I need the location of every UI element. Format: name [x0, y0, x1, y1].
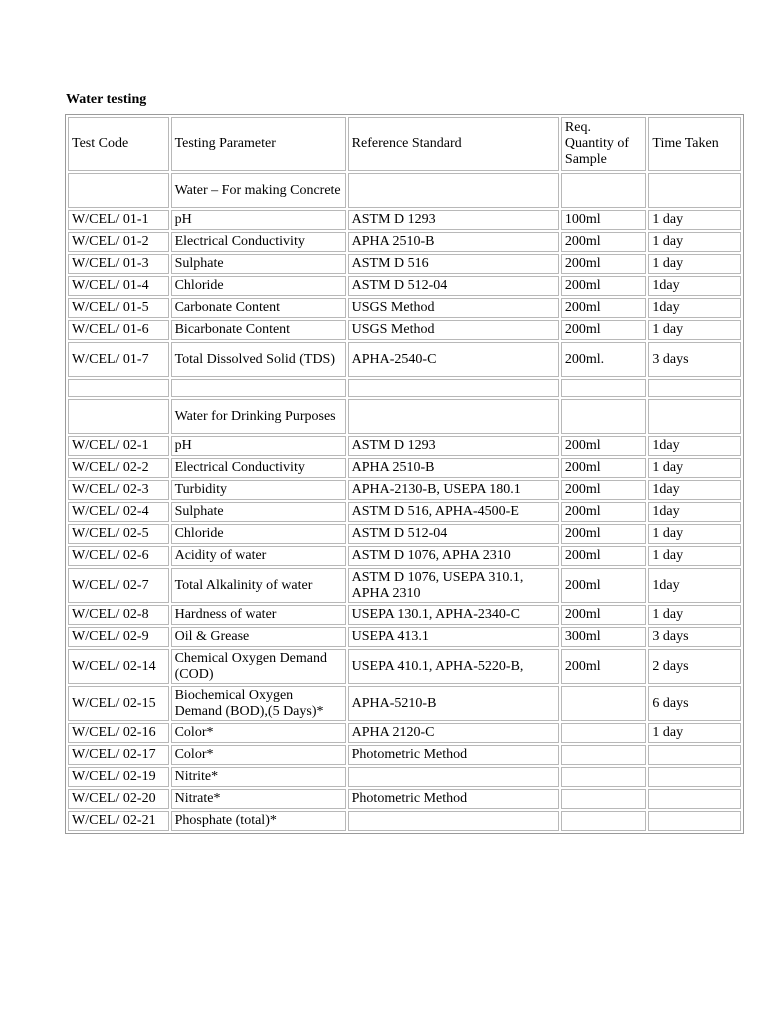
- time-taken-cell: 1 day: [648, 723, 741, 743]
- quantity-cell: 100ml: [561, 210, 647, 230]
- test-code-cell: W/CEL/ 02-14: [68, 649, 169, 684]
- testing-parameter-cell: Turbidity: [171, 480, 346, 500]
- test-code-cell: W/CEL/ 02-6: [68, 546, 169, 566]
- time-taken-cell: 1day: [648, 480, 741, 500]
- time-taken-cell: [648, 173, 741, 208]
- test-code-cell: W/CEL/ 01-4: [68, 276, 169, 296]
- reference-standard-cell: ASTM D 1293: [348, 436, 559, 456]
- table-row: [68, 480, 741, 500]
- time-taken-cell: 1 day: [648, 210, 741, 230]
- time-taken-cell: 1 day: [648, 546, 741, 566]
- testing-parameter-cell: Sulphate: [171, 254, 346, 274]
- time-taken-cell: [648, 767, 741, 787]
- time-taken-cell: 3 days: [648, 627, 741, 647]
- time-taken-cell: 1day: [648, 436, 741, 456]
- table-row: [68, 276, 741, 296]
- reference-standard-cell: [348, 379, 559, 397]
- quantity-cell: 200ml.: [561, 342, 647, 377]
- test-code-cell: W/CEL/ 02-20: [68, 789, 169, 809]
- page-title: Water testing: [66, 92, 147, 107]
- reference-standard-cell: [348, 399, 559, 434]
- testing-parameter-cell: Acidity of water: [171, 546, 346, 566]
- time-taken-cell: 1 day: [648, 458, 741, 478]
- table-row: [68, 789, 741, 809]
- table-row: [68, 436, 741, 456]
- reference-standard-cell: APHA-2540-C: [348, 342, 559, 377]
- time-taken-cell: [648, 379, 741, 397]
- table-row: [68, 723, 741, 743]
- test-code-cell: W/CEL/ 02-19: [68, 767, 169, 787]
- time-taken-cell: [648, 811, 741, 831]
- quantity-cell: [561, 379, 647, 397]
- reference-standard-cell: Photometric Method: [348, 745, 559, 765]
- quantity-cell: [561, 686, 647, 721]
- table-row: [68, 627, 741, 647]
- time-taken-cell: 1 day: [648, 524, 741, 544]
- quantity-cell: 200ml: [561, 605, 647, 625]
- testing-parameter-cell: Water for Drinking Purposes: [171, 399, 346, 434]
- quantity-cell: 200ml: [561, 436, 647, 456]
- reference-standard-cell: ASTM D 516: [348, 254, 559, 274]
- testing-parameter-cell: Carbonate Content: [171, 298, 346, 318]
- quantity-cell: 200ml: [561, 568, 647, 603]
- time-taken-cell: 6 days: [648, 686, 741, 721]
- table-row: [68, 320, 741, 340]
- testing-parameter-cell: Hardness of water: [171, 605, 346, 625]
- testing-parameter-cell: pH: [171, 436, 346, 456]
- quantity-cell: [561, 399, 647, 434]
- column-header-reference-standard: Reference Standard: [348, 117, 559, 171]
- testing-parameter-cell: Nitrite*: [171, 767, 346, 787]
- reference-standard-cell: [348, 767, 559, 787]
- testing-parameter-cell: Total Dissolved Solid (TDS): [171, 342, 346, 377]
- quantity-cell: 200ml: [561, 546, 647, 566]
- test-code-cell: [68, 399, 169, 434]
- time-taken-cell: 1day: [648, 276, 741, 296]
- quantity-cell: 200ml: [561, 524, 647, 544]
- table-row: [68, 811, 741, 831]
- time-taken-cell: [648, 745, 741, 765]
- test-code-cell: W/CEL/ 01-2: [68, 232, 169, 252]
- time-taken-cell: 1day: [648, 502, 741, 522]
- table-row: [68, 232, 741, 252]
- time-taken-cell: 1 day: [648, 320, 741, 340]
- reference-standard-cell: ASTM D 512-04: [348, 276, 559, 296]
- table-row: [68, 379, 741, 397]
- table-header-row: [68, 117, 741, 171]
- water-testing-table: [65, 114, 744, 834]
- test-code-cell: W/CEL/ 02-21: [68, 811, 169, 831]
- testing-parameter-cell: Electrical Conductivity: [171, 232, 346, 252]
- testing-parameter-cell: Water – For making Concrete: [171, 173, 346, 208]
- testing-parameter-cell: Chloride: [171, 276, 346, 296]
- table-row: [68, 546, 741, 566]
- quantity-cell: [561, 811, 647, 831]
- test-code-cell: W/CEL/ 02-16: [68, 723, 169, 743]
- testing-parameter-cell: Biochemical Oxygen Demand (BOD),(5 Days)*: [171, 686, 346, 721]
- quantity-cell: 200ml: [561, 649, 647, 684]
- testing-parameter-cell: Sulphate: [171, 502, 346, 522]
- quantity-cell: [561, 789, 647, 809]
- test-code-cell: W/CEL/ 02-7: [68, 568, 169, 603]
- test-code-cell: W/CEL/ 02-4: [68, 502, 169, 522]
- testing-parameter-cell: Phosphate (total)*: [171, 811, 346, 831]
- quantity-cell: 200ml: [561, 320, 647, 340]
- test-code-cell: W/CEL/ 02-3: [68, 480, 169, 500]
- table-body: [68, 117, 741, 831]
- table-row: [68, 254, 741, 274]
- table-row: [68, 458, 741, 478]
- reference-standard-cell: [348, 173, 559, 208]
- test-code-cell: W/CEL/ 02-8: [68, 605, 169, 625]
- testing-parameter-cell: Chemical Oxygen Demand (COD): [171, 649, 346, 684]
- column-header-testing-parameter: Testing Parameter: [171, 117, 346, 171]
- test-code-cell: W/CEL/ 02-5: [68, 524, 169, 544]
- test-code-cell: W/CEL/ 02-15: [68, 686, 169, 721]
- testing-parameter-cell: Chloride: [171, 524, 346, 544]
- time-taken-cell: 3 days: [648, 342, 741, 377]
- quantity-cell: 200ml: [561, 458, 647, 478]
- table-row: [68, 298, 741, 318]
- quantity-cell: [561, 173, 647, 208]
- reference-standard-cell: APHA-5210-B: [348, 686, 559, 721]
- table-row: [68, 568, 741, 603]
- reference-standard-cell: USGS Method: [348, 320, 559, 340]
- column-header-test-code: Test Code: [68, 117, 169, 171]
- quantity-cell: 200ml: [561, 480, 647, 500]
- reference-standard-cell: APHA 2510-B: [348, 232, 559, 252]
- reference-standard-cell: USGS Method: [348, 298, 559, 318]
- reference-standard-cell: ASTM D 1076, USEPA 310.1, APHA 2310: [348, 568, 559, 603]
- reference-standard-cell: APHA 2120-C: [348, 723, 559, 743]
- test-code-cell: W/CEL/ 02-17: [68, 745, 169, 765]
- test-code-cell: W/CEL/ 02-9: [68, 627, 169, 647]
- table-row: [68, 605, 741, 625]
- reference-standard-cell: APHA 2510-B: [348, 458, 559, 478]
- reference-standard-cell: ASTM D 1293: [348, 210, 559, 230]
- table-row: [68, 342, 741, 377]
- test-code-cell: W/CEL/ 01-6: [68, 320, 169, 340]
- test-code-cell: W/CEL/ 01-7: [68, 342, 169, 377]
- reference-standard-cell: ASTM D 512-04: [348, 524, 559, 544]
- testing-parameter-cell: Oil & Grease: [171, 627, 346, 647]
- column-header-req-quantity: Req. Quantity of Sample: [561, 117, 647, 171]
- table-row: [68, 502, 741, 522]
- testing-parameter-cell: Total Alkalinity of water: [171, 568, 346, 603]
- table-row: [68, 767, 741, 787]
- reference-standard-cell: ASTM D 516, APHA-4500-E: [348, 502, 559, 522]
- quantity-cell: 300ml: [561, 627, 647, 647]
- quantity-cell: 200ml: [561, 254, 647, 274]
- column-header-time-taken: Time Taken: [648, 117, 741, 171]
- testing-parameter-cell: [171, 379, 346, 397]
- time-taken-cell: [648, 399, 741, 434]
- time-taken-cell: 1day: [648, 298, 741, 318]
- quantity-cell: 200ml: [561, 298, 647, 318]
- test-code-cell: [68, 173, 169, 208]
- time-taken-cell: 1day: [648, 568, 741, 603]
- reference-standard-cell: APHA-2130-B, USEPA 180.1: [348, 480, 559, 500]
- quantity-cell: [561, 767, 647, 787]
- reference-standard-cell: USEPA 413.1: [348, 627, 559, 647]
- time-taken-cell: 1 day: [648, 254, 741, 274]
- quantity-cell: [561, 723, 647, 743]
- reference-standard-cell: USEPA 410.1, APHA-5220-B,: [348, 649, 559, 684]
- test-code-cell: W/CEL/ 02-1: [68, 436, 169, 456]
- quantity-cell: 200ml: [561, 276, 647, 296]
- test-code-cell: W/CEL/ 02-2: [68, 458, 169, 478]
- testing-parameter-cell: pH: [171, 210, 346, 230]
- time-taken-cell: 1 day: [648, 232, 741, 252]
- time-taken-cell: 2 days: [648, 649, 741, 684]
- test-code-cell: W/CEL/ 01-3: [68, 254, 169, 274]
- reference-standard-cell: [348, 811, 559, 831]
- test-code-cell: W/CEL/ 01-1: [68, 210, 169, 230]
- time-taken-cell: [648, 789, 741, 809]
- table-row: [68, 745, 741, 765]
- testing-parameter-cell: Color*: [171, 723, 346, 743]
- quantity-cell: 200ml: [561, 502, 647, 522]
- testing-parameter-cell: Electrical Conductivity: [171, 458, 346, 478]
- table-row: [68, 173, 741, 208]
- table-row: [68, 210, 741, 230]
- time-taken-cell: 1 day: [648, 605, 741, 625]
- testing-parameter-cell: Bicarbonate Content: [171, 320, 346, 340]
- reference-standard-cell: ASTM D 1076, APHA 2310: [348, 546, 559, 566]
- testing-parameter-cell: Nitrate*: [171, 789, 346, 809]
- reference-standard-cell: Photometric Method: [348, 789, 559, 809]
- reference-standard-cell: USEPA 130.1, APHA-2340-C: [348, 605, 559, 625]
- testing-parameter-cell: Color*: [171, 745, 346, 765]
- quantity-cell: [561, 745, 647, 765]
- table-row: [68, 524, 741, 544]
- table-row: [68, 686, 741, 721]
- quantity-cell: 200ml: [561, 232, 647, 252]
- test-code-cell: W/CEL/ 01-5: [68, 298, 169, 318]
- test-code-cell: [68, 379, 169, 397]
- table-row: [68, 399, 741, 434]
- table-row: [68, 649, 741, 684]
